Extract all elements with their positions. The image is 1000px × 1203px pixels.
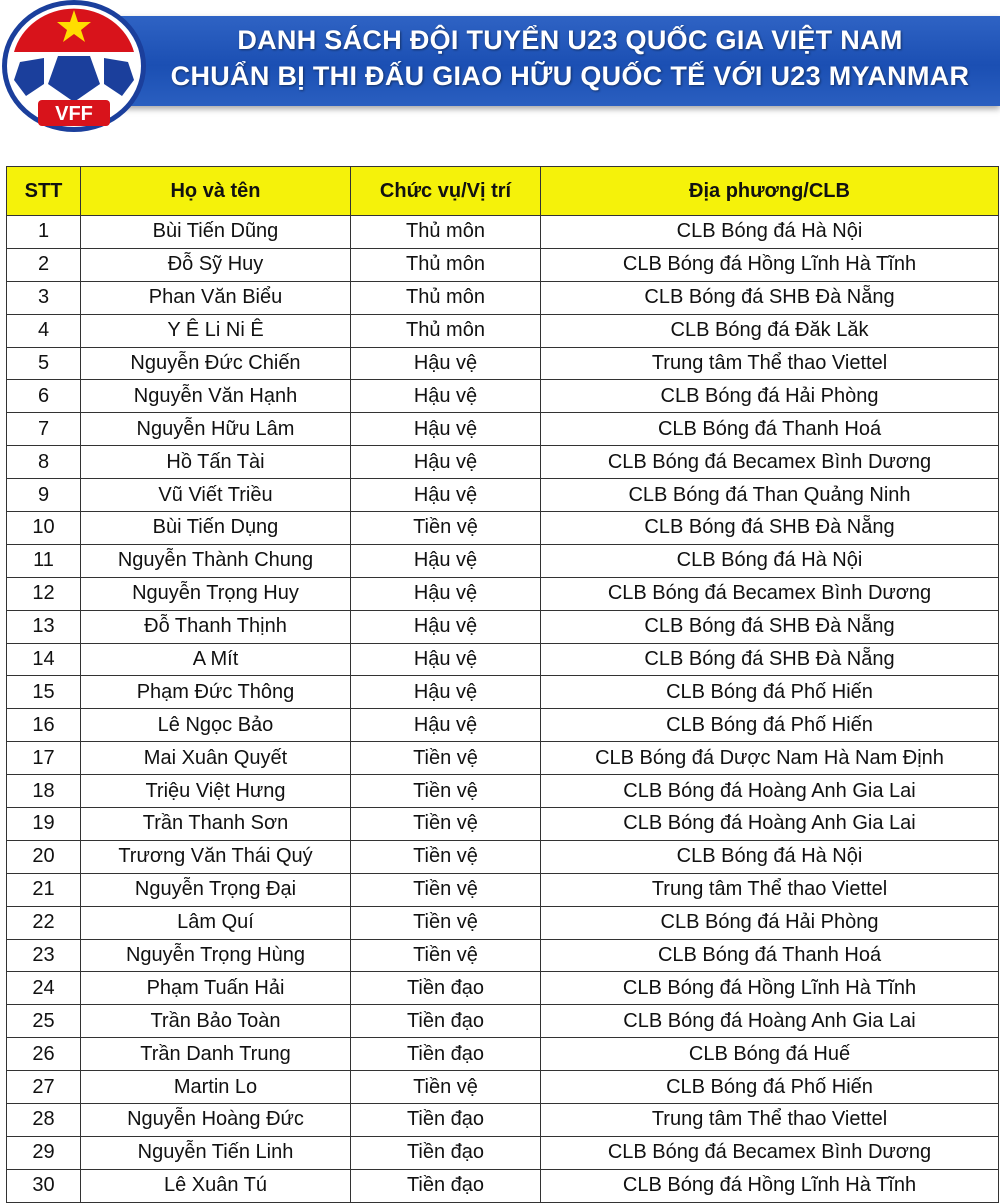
cell-position: Tiền vệ [351, 775, 541, 808]
cell-stt: 15 [7, 676, 81, 709]
cell-stt: 27 [7, 1071, 81, 1104]
cell-club: CLB Bóng đá Phố Hiến [541, 676, 999, 709]
header-banner [0, 12, 1000, 110]
cell-stt: 22 [7, 906, 81, 939]
cell-club: CLB Bóng đá Hồng Lĩnh Hà Tĩnh [541, 972, 999, 1005]
cell-position: Tiền đạo [351, 1136, 541, 1169]
table-row [7, 248, 999, 281]
cell-position: Tiền vệ [351, 939, 541, 972]
cell-club: CLB Bóng đá Becamex Bình Dương [541, 1136, 999, 1169]
cell-stt: 12 [7, 577, 81, 610]
cell-stt: 29 [7, 1136, 81, 1169]
column-header-name: Họ và tên [81, 167, 351, 216]
table-row [7, 479, 999, 512]
table-row [7, 544, 999, 577]
cell-stt: 9 [7, 479, 81, 512]
cell-club: CLB Bóng đá Hoàng Anh Gia Lai [541, 775, 999, 808]
cell-club: CLB Bóng đá Phố Hiến [541, 709, 999, 742]
table-row [7, 808, 999, 841]
cell-stt: 16 [7, 709, 81, 742]
cell-player-name: Mai Xuân Quyết [81, 742, 351, 775]
cell-stt: 13 [7, 610, 81, 643]
cell-position: Tiền đạo [351, 972, 541, 1005]
table-row [7, 742, 999, 775]
cell-club: Trung tâm Thể thao Viettel [541, 1104, 999, 1137]
cell-position: Tiền vệ [351, 840, 541, 873]
cell-position: Tiền vệ [351, 742, 541, 775]
cell-stt: 1 [7, 216, 81, 249]
cell-club: CLB Bóng đá SHB Đà Nẵng [541, 281, 999, 314]
roster-table [6, 166, 999, 1203]
cell-position: Hậu vệ [351, 709, 541, 742]
cell-stt: 19 [7, 808, 81, 841]
vff-logo-icon [0, 0, 148, 135]
cell-club: CLB Bóng đá Than Quảng Ninh [541, 479, 999, 512]
cell-player-name: Trần Thanh Sơn [81, 808, 351, 841]
cell-player-name: Nguyễn Tiến Linh [81, 1136, 351, 1169]
cell-stt: 28 [7, 1104, 81, 1137]
table-row [7, 1136, 999, 1169]
cell-club: CLB Bóng đá Đăk Lăk [541, 314, 999, 347]
cell-club: Trung tâm Thể thao Viettel [541, 347, 999, 380]
table-row [7, 216, 999, 249]
cell-position: Hậu vệ [351, 676, 541, 709]
cell-stt: 5 [7, 347, 81, 380]
cell-player-name: Nguyễn Trọng Đại [81, 873, 351, 906]
cell-position: Tiền đạo [351, 1038, 541, 1071]
cell-stt: 24 [7, 972, 81, 1005]
cell-player-name: Nguyễn Hữu Lâm [81, 413, 351, 446]
cell-position: Hậu vệ [351, 643, 541, 676]
cell-player-name: Y Ê Li Ni Ê [81, 314, 351, 347]
table-row [7, 1005, 999, 1038]
table-row [7, 643, 999, 676]
cell-position: Thủ môn [351, 216, 541, 249]
cell-stt: 26 [7, 1038, 81, 1071]
cell-stt: 3 [7, 281, 81, 314]
table-row [7, 1038, 999, 1071]
roster-body [7, 216, 999, 1203]
title-line-1: DANH SÁCH ĐỘI TUYỂN U23 QUỐC GIA VIỆT NAM [237, 25, 903, 55]
logo-text: VFF [55, 103, 93, 125]
cell-player-name: Đỗ Sỹ Huy [81, 248, 351, 281]
cell-club: CLB Bóng đá Hà Nội [541, 544, 999, 577]
table-row [7, 1071, 999, 1104]
cell-position: Hậu vệ [351, 610, 541, 643]
cell-player-name: Triệu Việt Hưng [81, 775, 351, 808]
cell-player-name: Trần Bảo Toàn [81, 1005, 351, 1038]
table-row [7, 446, 999, 479]
cell-player-name: Hồ Tấn Tài [81, 446, 351, 479]
table-row [7, 281, 999, 314]
cell-player-name: Trần Danh Trung [81, 1038, 351, 1071]
cell-position: Tiền đạo [351, 1169, 541, 1202]
cell-stt: 4 [7, 314, 81, 347]
cell-club: CLB Bóng đá Hải Phòng [541, 380, 999, 413]
cell-club: CLB Bóng đá Thanh Hoá [541, 939, 999, 972]
cell-player-name: Lê Ngọc Bảo [81, 709, 351, 742]
cell-player-name: Nguyễn Đức Chiến [81, 347, 351, 380]
table-row [7, 939, 999, 972]
cell-player-name: Phạm Tuấn Hải [81, 972, 351, 1005]
cell-position: Thủ môn [351, 314, 541, 347]
cell-club: CLB Bóng đá SHB Đà Nẵng [541, 610, 999, 643]
column-header-club: Địa phương/CLB [541, 167, 999, 216]
cell-club: CLB Bóng đá SHB Đà Nẵng [541, 643, 999, 676]
cell-position: Tiền vệ [351, 1071, 541, 1104]
cell-club: CLB Bóng đá Hoàng Anh Gia Lai [541, 808, 999, 841]
table-row [7, 709, 999, 742]
cell-position: Thủ môn [351, 281, 541, 314]
table-row [7, 873, 999, 906]
cell-position: Tiền vệ [351, 873, 541, 906]
table-row [7, 676, 999, 709]
cell-player-name: Phạm Đức Thông [81, 676, 351, 709]
cell-stt: 18 [7, 775, 81, 808]
cell-position: Hậu vệ [351, 413, 541, 446]
cell-club: CLB Bóng đá Hồng Lĩnh Hà Tĩnh [541, 248, 999, 281]
table-row [7, 1104, 999, 1137]
cell-position: Hậu vệ [351, 479, 541, 512]
cell-club: Trung tâm Thể thao Viettel [541, 873, 999, 906]
table-row [7, 314, 999, 347]
cell-club: CLB Bóng đá Hải Phòng [541, 906, 999, 939]
cell-club: CLB Bóng đá Becamex Bình Dương [541, 446, 999, 479]
table-header-row [7, 167, 999, 216]
cell-club: CLB Bóng đá Hồng Lĩnh Hà Tĩnh [541, 1169, 999, 1202]
cell-stt: 25 [7, 1005, 81, 1038]
cell-position: Hậu vệ [351, 380, 541, 413]
cell-position: Tiền vệ [351, 808, 541, 841]
cell-player-name: Martin Lo [81, 1071, 351, 1104]
cell-club: CLB Bóng đá Hà Nội [541, 840, 999, 873]
cell-player-name: Lê Xuân Tú [81, 1169, 351, 1202]
cell-player-name: Nguyễn Trọng Huy [81, 577, 351, 610]
table-row [7, 906, 999, 939]
cell-stt: 14 [7, 643, 81, 676]
cell-position: Hậu vệ [351, 544, 541, 577]
cell-stt: 7 [7, 413, 81, 446]
table-row [7, 840, 999, 873]
cell-position: Tiền vệ [351, 906, 541, 939]
column-header-position: Chức vụ/Vị trí [351, 167, 541, 216]
cell-position: Tiền đạo [351, 1005, 541, 1038]
cell-club: CLB Bóng đá SHB Đà Nẵng [541, 512, 999, 545]
table-row [7, 1169, 999, 1202]
column-header-stt: STT [7, 167, 81, 216]
table-row [7, 775, 999, 808]
cell-stt: 6 [7, 380, 81, 413]
page-title [150, 22, 990, 94]
cell-player-name: Vũ Viết Triều [81, 479, 351, 512]
title-line-2: CHUẨN BỊ THI ĐẤU GIAO HỮU QUỐC TẾ VỚI U23 MYANMAR [170, 61, 970, 91]
cell-stt: 11 [7, 544, 81, 577]
cell-player-name: Lâm Quí [81, 906, 351, 939]
cell-player-name: Trương Văn Thái Quý [81, 840, 351, 873]
cell-player-name: Nguyễn Văn Hạnh [81, 380, 351, 413]
cell-position: Tiền đạo [351, 1104, 541, 1137]
cell-position: Hậu vệ [351, 577, 541, 610]
cell-player-name: Đỗ Thanh Thịnh [81, 610, 351, 643]
cell-player-name: Nguyễn Hoàng Đức [81, 1104, 351, 1137]
cell-position: Tiền vệ [351, 512, 541, 545]
cell-club: CLB Bóng đá Becamex Bình Dương [541, 577, 999, 610]
cell-player-name: Bùi Tiến Dũng [81, 216, 351, 249]
table-row [7, 577, 999, 610]
cell-player-name: A Mít [81, 643, 351, 676]
cell-player-name: Nguyễn Thành Chung [81, 544, 351, 577]
cell-stt: 21 [7, 873, 81, 906]
cell-club: CLB Bóng đá Thanh Hoá [541, 413, 999, 446]
table-row [7, 972, 999, 1005]
cell-club: CLB Bóng đá Dược Nam Hà Nam Định [541, 742, 999, 775]
table-row [7, 413, 999, 446]
cell-stt: 2 [7, 248, 81, 281]
cell-club: CLB Bóng đá Phố Hiến [541, 1071, 999, 1104]
cell-stt: 30 [7, 1169, 81, 1202]
cell-position: Hậu vệ [351, 446, 541, 479]
table-row [7, 380, 999, 413]
cell-position: Hậu vệ [351, 347, 541, 380]
cell-position: Thủ môn [351, 248, 541, 281]
cell-player-name: Nguyễn Trọng Hùng [81, 939, 351, 972]
table-row [7, 610, 999, 643]
cell-club: CLB Bóng đá Hà Nội [541, 216, 999, 249]
table-row [7, 347, 999, 380]
cell-player-name: Bùi Tiến Dụng [81, 512, 351, 545]
cell-stt: 20 [7, 840, 81, 873]
cell-player-name: Phan Văn Biểu [81, 281, 351, 314]
cell-stt: 23 [7, 939, 81, 972]
table-row [7, 512, 999, 545]
cell-stt: 10 [7, 512, 81, 545]
cell-stt: 8 [7, 446, 81, 479]
cell-stt: 17 [7, 742, 81, 775]
cell-club: CLB Bóng đá Huế [541, 1038, 999, 1071]
cell-club: CLB Bóng đá Hoàng Anh Gia Lai [541, 1005, 999, 1038]
